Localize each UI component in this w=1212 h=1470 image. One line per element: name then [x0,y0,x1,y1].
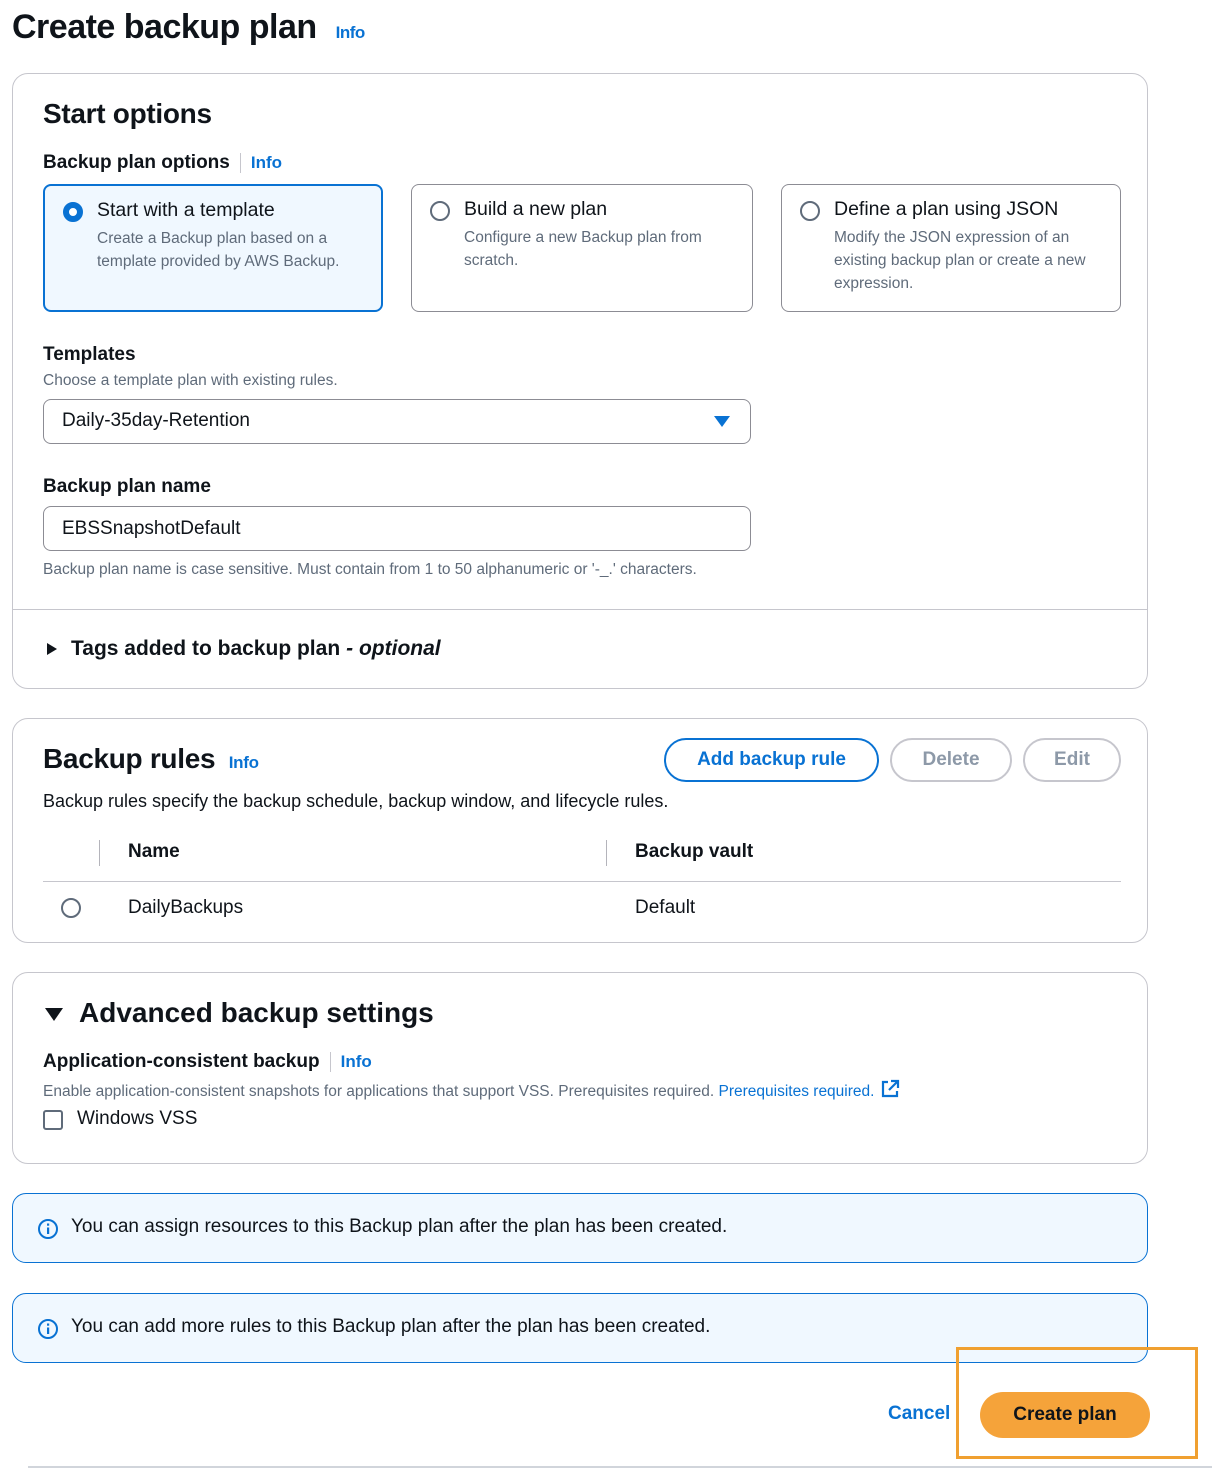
highlight-box [956,1347,1198,1459]
alert-text: You can assign resources to this Backup plan after the plan has been created. [71,1216,728,1237]
column-header-backup-vault[interactable]: Backup vault [635,841,754,862]
delete-button[interactable]: Delete [890,738,1012,782]
tile-title: Define a plan using JSON [834,198,1059,220]
radio-build-new-plan[interactable] [430,201,450,221]
app-consistent-description [43,1079,900,1101]
caret-down-icon [714,416,730,427]
start-options-card [12,73,1148,689]
rule-vault-cell: Default [635,897,696,918]
radio-define-plan-json[interactable] [800,201,820,221]
backup-plan-options-label [43,152,282,174]
start-options-heading: Start options [43,98,212,129]
tile-build-new-plan[interactable] [411,184,753,312]
rule-name-cell: DailyBackups [128,897,244,918]
backup-rules-info-link[interactable]: Info [228,753,259,772]
info-alert-assign-resources [12,1193,1148,1263]
external-link-icon[interactable] [880,1079,900,1099]
create-plan-button[interactable]: Create plan [980,1392,1150,1438]
tags-optional-label: - optional [346,637,441,660]
page-info-link[interactable]: Info [335,23,365,42]
templates-select[interactable] [43,399,751,444]
templates-description: Choose a template plan with existing rules. [43,372,338,389]
app-consistent-label [43,1051,372,1073]
bottom-divider [28,1466,1212,1468]
tags-expander[interactable] [47,637,441,661]
backup-rules-card [12,718,1148,943]
tile-description: Create a Backup plan based on a template provided by AWS Backup. [97,230,340,270]
info-icon [37,1218,59,1240]
column-separator [99,840,100,866]
advanced-settings-heading: Advanced backup settings [79,997,434,1028]
info-icon [37,1318,59,1340]
caret-down-icon [45,1008,63,1021]
alert-text: You can add more rules to this Backup plan after the plan has been created. [71,1316,711,1337]
backup-plan-options-text: Backup plan options [43,152,230,173]
app-consistent-text: Application-consistent backup [43,1051,320,1072]
card-divider [13,609,1147,610]
tile-title: Build a new plan [464,198,608,220]
windows-vss-checkbox[interactable] [43,1110,63,1130]
column-separator [606,840,607,866]
backup-rules-description: Backup rules specify the backup schedule, backup window, and lifecycle rules. [43,791,669,811]
backup-plan-name-label: Backup plan name [43,476,211,497]
edit-button[interactable]: Edit [1023,738,1121,782]
templates-select-value: Daily-35day-Retention [62,410,250,431]
tile-description: Modify the JSON expression of an existing backup plan or create a new expression. [834,229,1086,292]
tile-description: Configure a new Backup plan from scratch. [464,229,702,269]
table-header-divider [43,881,1121,882]
advanced-settings-card [12,972,1148,1164]
caret-right-icon [47,643,57,655]
backup-plan-name-hint: Backup plan name is case sensitive. Must contain from 1 to 50 alphanumeric or '-_.' characters. [43,561,697,578]
app-consistent-description-text: Enable application-consistent snapshots for applications that support VSS. Prerequisites required. [43,1083,715,1100]
prerequisites-link[interactable]: Prerequisites required. [718,1083,875,1100]
tags-label: Tags added to backup plan [71,637,341,660]
row-select-radio[interactable] [61,898,81,918]
label-separator [240,153,241,173]
cancel-button[interactable]: Cancel [888,1403,951,1424]
radio-start-with-template[interactable] [63,202,83,222]
column-header-name[interactable]: Name [128,841,180,862]
tile-start-with-template[interactable] [43,184,383,312]
app-consistent-info-link[interactable]: Info [340,1052,372,1071]
templates-label: Templates [43,344,136,365]
backup-plan-name-input[interactable] [43,506,751,551]
backup-plan-options-info-link[interactable]: Info [250,153,283,172]
tile-title: Start with a template [97,199,275,221]
backup-rules-heading-text: Backup rules [43,743,216,774]
tile-define-plan-json[interactable] [781,184,1121,312]
page-title [12,8,365,47]
label-separator [330,1052,331,1072]
windows-vss-label[interactable]: Windows VSS [77,1108,198,1129]
advanced-settings-expander[interactable] [45,997,434,1029]
add-backup-rule-button[interactable]: Add backup rule [664,738,879,782]
backup-rules-heading [43,743,259,775]
page-title-text: Create backup plan [12,8,317,46]
